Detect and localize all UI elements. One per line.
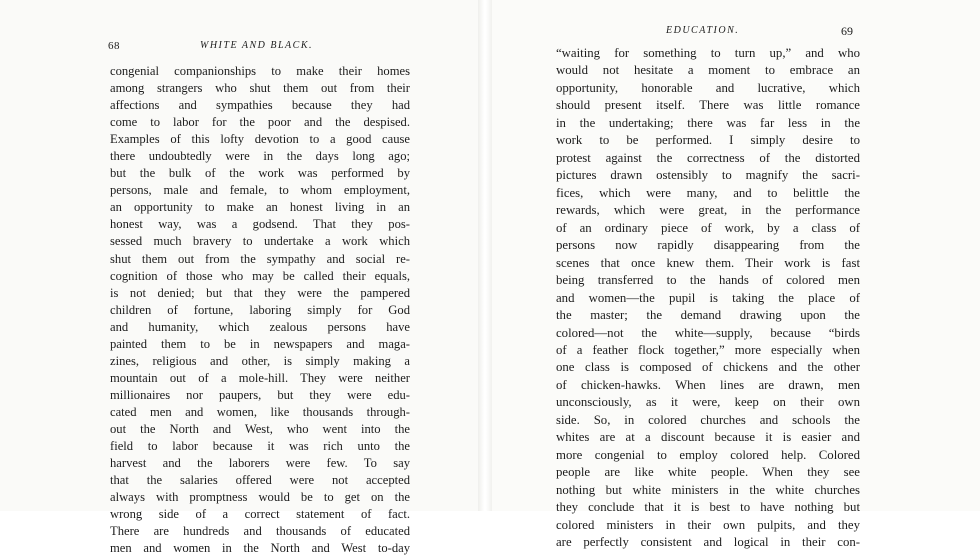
text-line: zines, religious and other, is simply making a [110, 353, 410, 368]
text-line: cognition of those who may be called their equals, [110, 268, 410, 283]
text-line: out the North and West, who went into the [110, 421, 410, 436]
text-line: congenial companionships to make their homes [110, 64, 410, 78]
text-line: an opportunity to make an honest living in an [110, 200, 410, 215]
left-running-title: WHITE AND BLACK. [200, 40, 313, 51]
text-line: come to labor for the poor and the despised. [110, 115, 410, 130]
text-line: affections and sympathies because they had [110, 98, 410, 113]
text-line: and humanity, which zealous persons have [110, 319, 410, 334]
text-line: is not denied; but that they were the pampered [110, 285, 410, 300]
text-line: protest against the correctness of the distorted [556, 150, 860, 165]
text-line: side. So, in colored churches and schools the [556, 412, 860, 427]
text-line: they conclude that it is best to have nothing but [556, 500, 860, 515]
text-line: children of fortune, laboring simply for God [110, 302, 410, 317]
text-line: that the salaries offered were not accepted [110, 473, 410, 488]
left-page-header [108, 40, 408, 56]
text-line: people are like white people. When they see [556, 465, 860, 480]
text-line: work to be performed. I simply desire to [556, 133, 860, 148]
text-line: more congenial to employ colored help. Colored [556, 447, 860, 462]
text-line: there undoubtedly were in the days long ago; [110, 149, 410, 164]
text-line: honest way, was a godsend. That they pos- [110, 217, 410, 232]
text-line: There are hundreds and thousands of educated [110, 524, 410, 539]
text-line: among strangers who shut them out from their [110, 81, 410, 96]
text-line: colored ministers in their own pulpits, and they [556, 517, 860, 532]
left-page-number: 68 [108, 40, 120, 52]
text-line: colored—not the white—supply, because “birds [556, 325, 860, 340]
text-line: of an ordinary piece of work, by a class of [556, 220, 860, 235]
book-gutter [478, 0, 492, 511]
text-line: cated men and women, like thousands through- [110, 404, 410, 419]
text-line: of chicken-hawks. When lines are drawn, men [556, 377, 860, 392]
text-line: rewards, which were great, in the performance [556, 203, 860, 218]
text-line: of a feather flock together,” more especially when [556, 342, 860, 357]
text-line: painted them to be in newspapers and maga- [110, 336, 410, 351]
right-running-title: EDUCATION. [666, 25, 740, 36]
text-line: fices, which were many, and to belittle the [556, 185, 860, 200]
text-line: millionaires nor paupers, but they were edu- [110, 387, 410, 402]
text-line: shut them out from the sympathy and social re- [110, 251, 410, 266]
right-page-number: 69 [841, 24, 853, 38]
text-line: harvest and the laborers were few. To say [110, 456, 410, 471]
text-line: field to labor because it was rich unto the [110, 439, 410, 454]
text-line: opportunity, honorable and lucrative, which [556, 80, 860, 95]
right-page-body [556, 45, 860, 552]
text-line: mountain out of a mole-hill. They were neither [110, 370, 410, 385]
text-line: are perfectly consistent and logical in their con- [556, 535, 860, 550]
text-line: scenes that once knew them. Their work is fast [556, 255, 860, 270]
text-line: one class is composed of chickens and the other [556, 360, 860, 375]
text-line: men and women in the North and West to-day [110, 541, 410, 556]
text-line: sessed much bravery to undertake a work which [110, 234, 410, 249]
text-line: nothing but white ministers in the white churches [556, 482, 860, 497]
text-line: in the undertaking; there was far less in the [556, 115, 860, 130]
text-line: but the bulk of the work was performed by [110, 166, 410, 181]
right-page-header [666, 25, 866, 41]
text-line: would not hesitate a moment to embrace an [556, 63, 860, 78]
text-line: pictures drawn ostensibly to magnify the sacri- [556, 168, 860, 183]
text-line: and women—the pupil is taking the place of [556, 290, 860, 305]
text-line: always with promptness would be to get on the [110, 490, 410, 505]
text-line: “waiting for something to turn up,” and who [556, 46, 860, 60]
text-line: wrong side of a correct statement of fact. [110, 507, 410, 522]
left-page-body [110, 63, 410, 557]
text-line: persons now rapidly disappearing from the [556, 238, 860, 253]
text-line: Examples of this lofty devotion to a good cause [110, 132, 410, 147]
text-line: unconsciously, as it were, keep on their own [556, 395, 860, 410]
text-line: the master; the demand drawing upon the [556, 308, 860, 323]
text-line: whites are at a discount because it is easier and [556, 430, 860, 445]
text-line: being transferred to the hands of colored men [556, 273, 860, 288]
text-line: should present itself. There was little romance [556, 98, 860, 113]
text-line: persons, male and female, to whom employment, [110, 183, 410, 198]
